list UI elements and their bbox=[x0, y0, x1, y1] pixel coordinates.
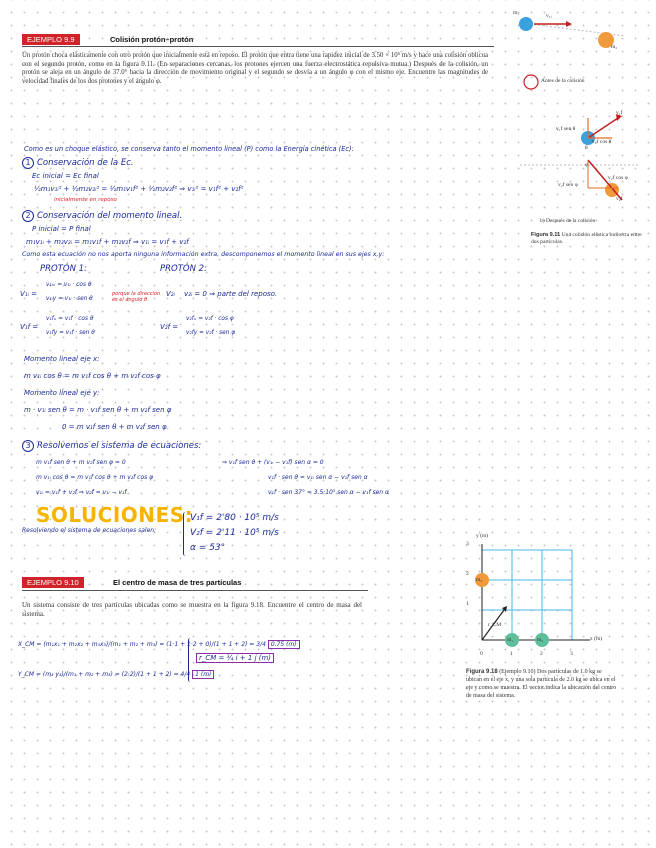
p-equation: P inicial = P final bbox=[32, 225, 91, 233]
v1i-label: V₁ᵢ = bbox=[20, 290, 37, 298]
brace bbox=[183, 512, 188, 556]
example-label: EJEMPLO 9.9 bbox=[22, 34, 80, 45]
label-m2-fig18: m₂ bbox=[537, 637, 544, 643]
momentum-y-eq-2: 0 = m v₁f sen θ + m v₂f sen φ bbox=[62, 423, 167, 431]
ke-equation: ½m₁v₁ᵢ² + ½m₂v₂ᵢ² = ½m₁v₁f² + ½m₂v₂f² ⇒ v₁ᵢ² = v₁f² + v₂f² bbox=[34, 185, 244, 193]
figure-caption bbox=[531, 232, 646, 246]
label-rcm: r_CM bbox=[488, 622, 502, 628]
tick-y-3: 3 bbox=[466, 541, 469, 547]
label-m3: m₃ bbox=[476, 577, 483, 583]
figure-9-18 bbox=[462, 544, 612, 664]
p-equation-2: m₁v₁ᵢ + m₂v₂ᵢ = m₁v₁f + m₂v₂f ⇒ v₁ᵢ = v₁f + v₂f bbox=[26, 238, 189, 246]
v1i-x: v₁ᵢₓ = v₁ᵢ · cos θ bbox=[46, 282, 92, 288]
label-v1i: v₁ᵢ bbox=[546, 13, 552, 19]
figure-918-caption-text: (Ejemplo 9.10) Dos partículas de 1.0 kg se ubican en el eje x, y una sola partícula de 2.0 kg se ubica en el eje y como se muestra. El vector indica la ubicación del centro de masa del sistema. bbox=[466, 669, 617, 699]
example-2-title: El centro de masa de tres partículas bbox=[113, 578, 242, 587]
xcm-formula: X_CM = (m₁x₁ + m₂x₂ + m₃x₃)/(m₁ + m₂ + m₃) = (1·1 + 1·2 + 0)/(1 + 1 + 2) = 3/4 bbox=[18, 641, 266, 648]
label-theta: θ bbox=[585, 145, 588, 151]
rcm-box: r_CM = ¾ i + 1 j (m) bbox=[196, 653, 274, 663]
brace-2 bbox=[188, 638, 193, 682]
label-v1f: v₁f bbox=[616, 110, 623, 116]
circle-mark bbox=[524, 75, 538, 89]
v2f-label: V₂f = bbox=[160, 323, 179, 331]
figure-918-caption-label: Figura 9.18 bbox=[466, 669, 498, 675]
tick-x-1: 1 bbox=[510, 651, 513, 657]
system-result-2: v₁f · sen θ = v₁ᵢ sen α − v₁f sen α bbox=[268, 474, 368, 481]
answer-angle: α = 53° bbox=[190, 543, 226, 553]
system-eq-3: v₁ᵢ = v₁f + v₂f ⇒ v₂f = v₁ᵢ − v₁f bbox=[36, 489, 127, 496]
caption-after: b) Después de la colisión bbox=[540, 218, 596, 224]
example-2-text: Un sistema consiste de tres partículas ubicadas como se muestra en la figura 9.18. Encuentre el centro de masa del sistema. bbox=[22, 601, 362, 618]
caption-text: Una colisión elástica indirecta entre dos partículas. bbox=[531, 232, 642, 245]
comp-label-1: v₁f sen θ bbox=[556, 126, 576, 132]
comp-label-4: v₂f sen φ bbox=[558, 182, 578, 188]
label-m2: m₂ bbox=[611, 44, 618, 50]
momentum-x-title: Momento lineal eje x: bbox=[24, 355, 100, 363]
tick-x-3: 3 bbox=[570, 651, 573, 657]
step-3-heading bbox=[22, 440, 201, 452]
ycm-equation bbox=[18, 670, 214, 679]
system-eq-2: m v₁ᵢ cos θ = m v₁f cos θ + m v₂f cos φ bbox=[36, 474, 154, 481]
v2f-x: v₂fₓ = v₂f · cos φ bbox=[186, 316, 234, 322]
ec-equation: Ec inicial = Ec final bbox=[32, 172, 99, 180]
step-2-heading bbox=[22, 210, 182, 222]
rcm-result bbox=[196, 653, 274, 663]
label-m1-fig18: m₁ bbox=[507, 637, 514, 643]
example-title: Colisión protón–protón bbox=[110, 35, 194, 44]
y-axis-label: y (m) bbox=[476, 533, 489, 539]
xcm-result: 0.75 (m) bbox=[268, 640, 300, 649]
problem-text: Un protón choca elásticamente con otro protón que inicialmente está en reposo. El protón que entra tiene una rapidez inicial de 3.50 × 10⁵ m/s y hace una colisión oblicua con el segundo protón, como en la figura 9.11. (En separaciones cercanas, los protones ejercen una fuerza electrostática repulsiva mutua.) Después de la colisión, un protón se aleja en un ángulo de 37.0° hacia la dirección de movimiento original y el segundo se desvía a un ángulo φ con el mismo eje. Encuentre las magnitudes de velocidad finales de los dos protones y el ángulo φ. bbox=[22, 52, 488, 85]
step-1-number: 1 bbox=[22, 157, 34, 169]
system-eq-1: m v₁f sen θ + m v₂f sen φ = 0 bbox=[36, 459, 126, 466]
momentum-x-eq: m v₁ᵢ cos θ = m v₁f cos θ + m v₂f cos φ bbox=[24, 372, 161, 380]
caption-before: Antes de la colisión bbox=[541, 78, 585, 84]
label-m1: m₁ bbox=[513, 10, 520, 16]
v1f-x: v₁fₓ = v₁f · cos θ bbox=[46, 316, 94, 322]
figure-9-11 bbox=[500, 0, 650, 250]
caption-label: Figura 9.11 bbox=[531, 232, 561, 238]
step-3-number: 3 bbox=[22, 440, 34, 452]
solutions-heading: SOLUCIONES: bbox=[36, 503, 194, 527]
comp-label-2: v₁f cos θ bbox=[592, 139, 612, 145]
v2i-label: V₂ᵢ bbox=[166, 290, 175, 298]
proton-2-heading: PROTÓN 2: bbox=[160, 264, 207, 274]
v1i-y: v₁ᵢy = v₁ᵢ · sen θ bbox=[46, 296, 93, 302]
figure-918-caption bbox=[466, 668, 618, 700]
divider bbox=[22, 46, 494, 47]
solve-note: Resolviendo el sistema de ecuaciones salen: bbox=[22, 527, 157, 534]
answer-v1f: V₁f = 2'80 · 10⁵ m/s bbox=[190, 513, 279, 523]
v1f-y: v₁fy = v₁f · sen θ bbox=[46, 330, 95, 336]
step-2-title: Conservación del momento lineal. bbox=[37, 211, 183, 221]
comp-label-3: v₂f cos φ bbox=[608, 175, 628, 181]
ke-note: inicialmente en reposo bbox=[54, 197, 117, 203]
tick-x-0: 0 bbox=[480, 651, 483, 657]
step-1-title: Conservación de la Ec. bbox=[37, 158, 134, 168]
momentum-y-title: Momento lineal eje y: bbox=[24, 389, 100, 397]
answer-v2f: V₂f = 2'11 · 10⁵ m/s bbox=[190, 528, 279, 538]
angle-note: porque la dirección es el ángulo θ bbox=[112, 291, 161, 303]
step-3-title: Resolvemos el sistema de ecuaciones: bbox=[37, 441, 202, 451]
divider-2 bbox=[22, 590, 368, 591]
intro-note: Como es un choque elástico, se conserva tanto el momento lineal (P) como la Energía cinética (Ec): bbox=[24, 145, 354, 153]
tick-x-2: 2 bbox=[540, 651, 543, 657]
step-1-heading bbox=[22, 157, 134, 169]
vector-note: Como esta ecuación no nos aporta ninguna información extra, descomponemos el momento lineal en sus ejes x,y: bbox=[22, 251, 385, 258]
momentum-y-eq-1: m · v₁ᵢ sen θ = m · v₁f sen θ + m v₂f sen φ bbox=[24, 406, 172, 414]
tick-y-1: 1 bbox=[466, 601, 469, 607]
proton-1-heading: PROTÓN 1: bbox=[40, 264, 87, 274]
example-2-label: EJEMPLO 9.10 bbox=[22, 577, 84, 588]
v2i-equation: v₂ᵢ = 0 ⇒ parte del reposo. bbox=[184, 290, 278, 298]
ycm-formula: Y_CM = (m₃ y₃)/(m₁ + m₂ + m₃) = (2·2)/(1 + 1 + 2) = 4/4 bbox=[18, 671, 191, 678]
x-axis-label: x (m) bbox=[590, 636, 603, 642]
v1f-label: V₁f = bbox=[20, 323, 39, 331]
label-v2f: v₂f bbox=[616, 196, 623, 202]
xcm-equation bbox=[18, 640, 300, 649]
v2f-y: v₂fy = v₂f · sen φ bbox=[186, 330, 236, 336]
proton-1 bbox=[519, 17, 533, 31]
step-2-number: 2 bbox=[22, 210, 34, 222]
ycm-result: 1 (m) bbox=[192, 670, 214, 679]
system-result-3: v₁f · sen 37° = 3.5·10⁵ sen α − v₁f sen α bbox=[268, 489, 389, 496]
tick-y-2: 2 bbox=[466, 571, 469, 577]
system-result-1: ⇒ v₁f sen θ + (v₁ᵢ − v₁f) sen α = 0 bbox=[222, 459, 324, 466]
label-phi: φ bbox=[585, 162, 589, 168]
